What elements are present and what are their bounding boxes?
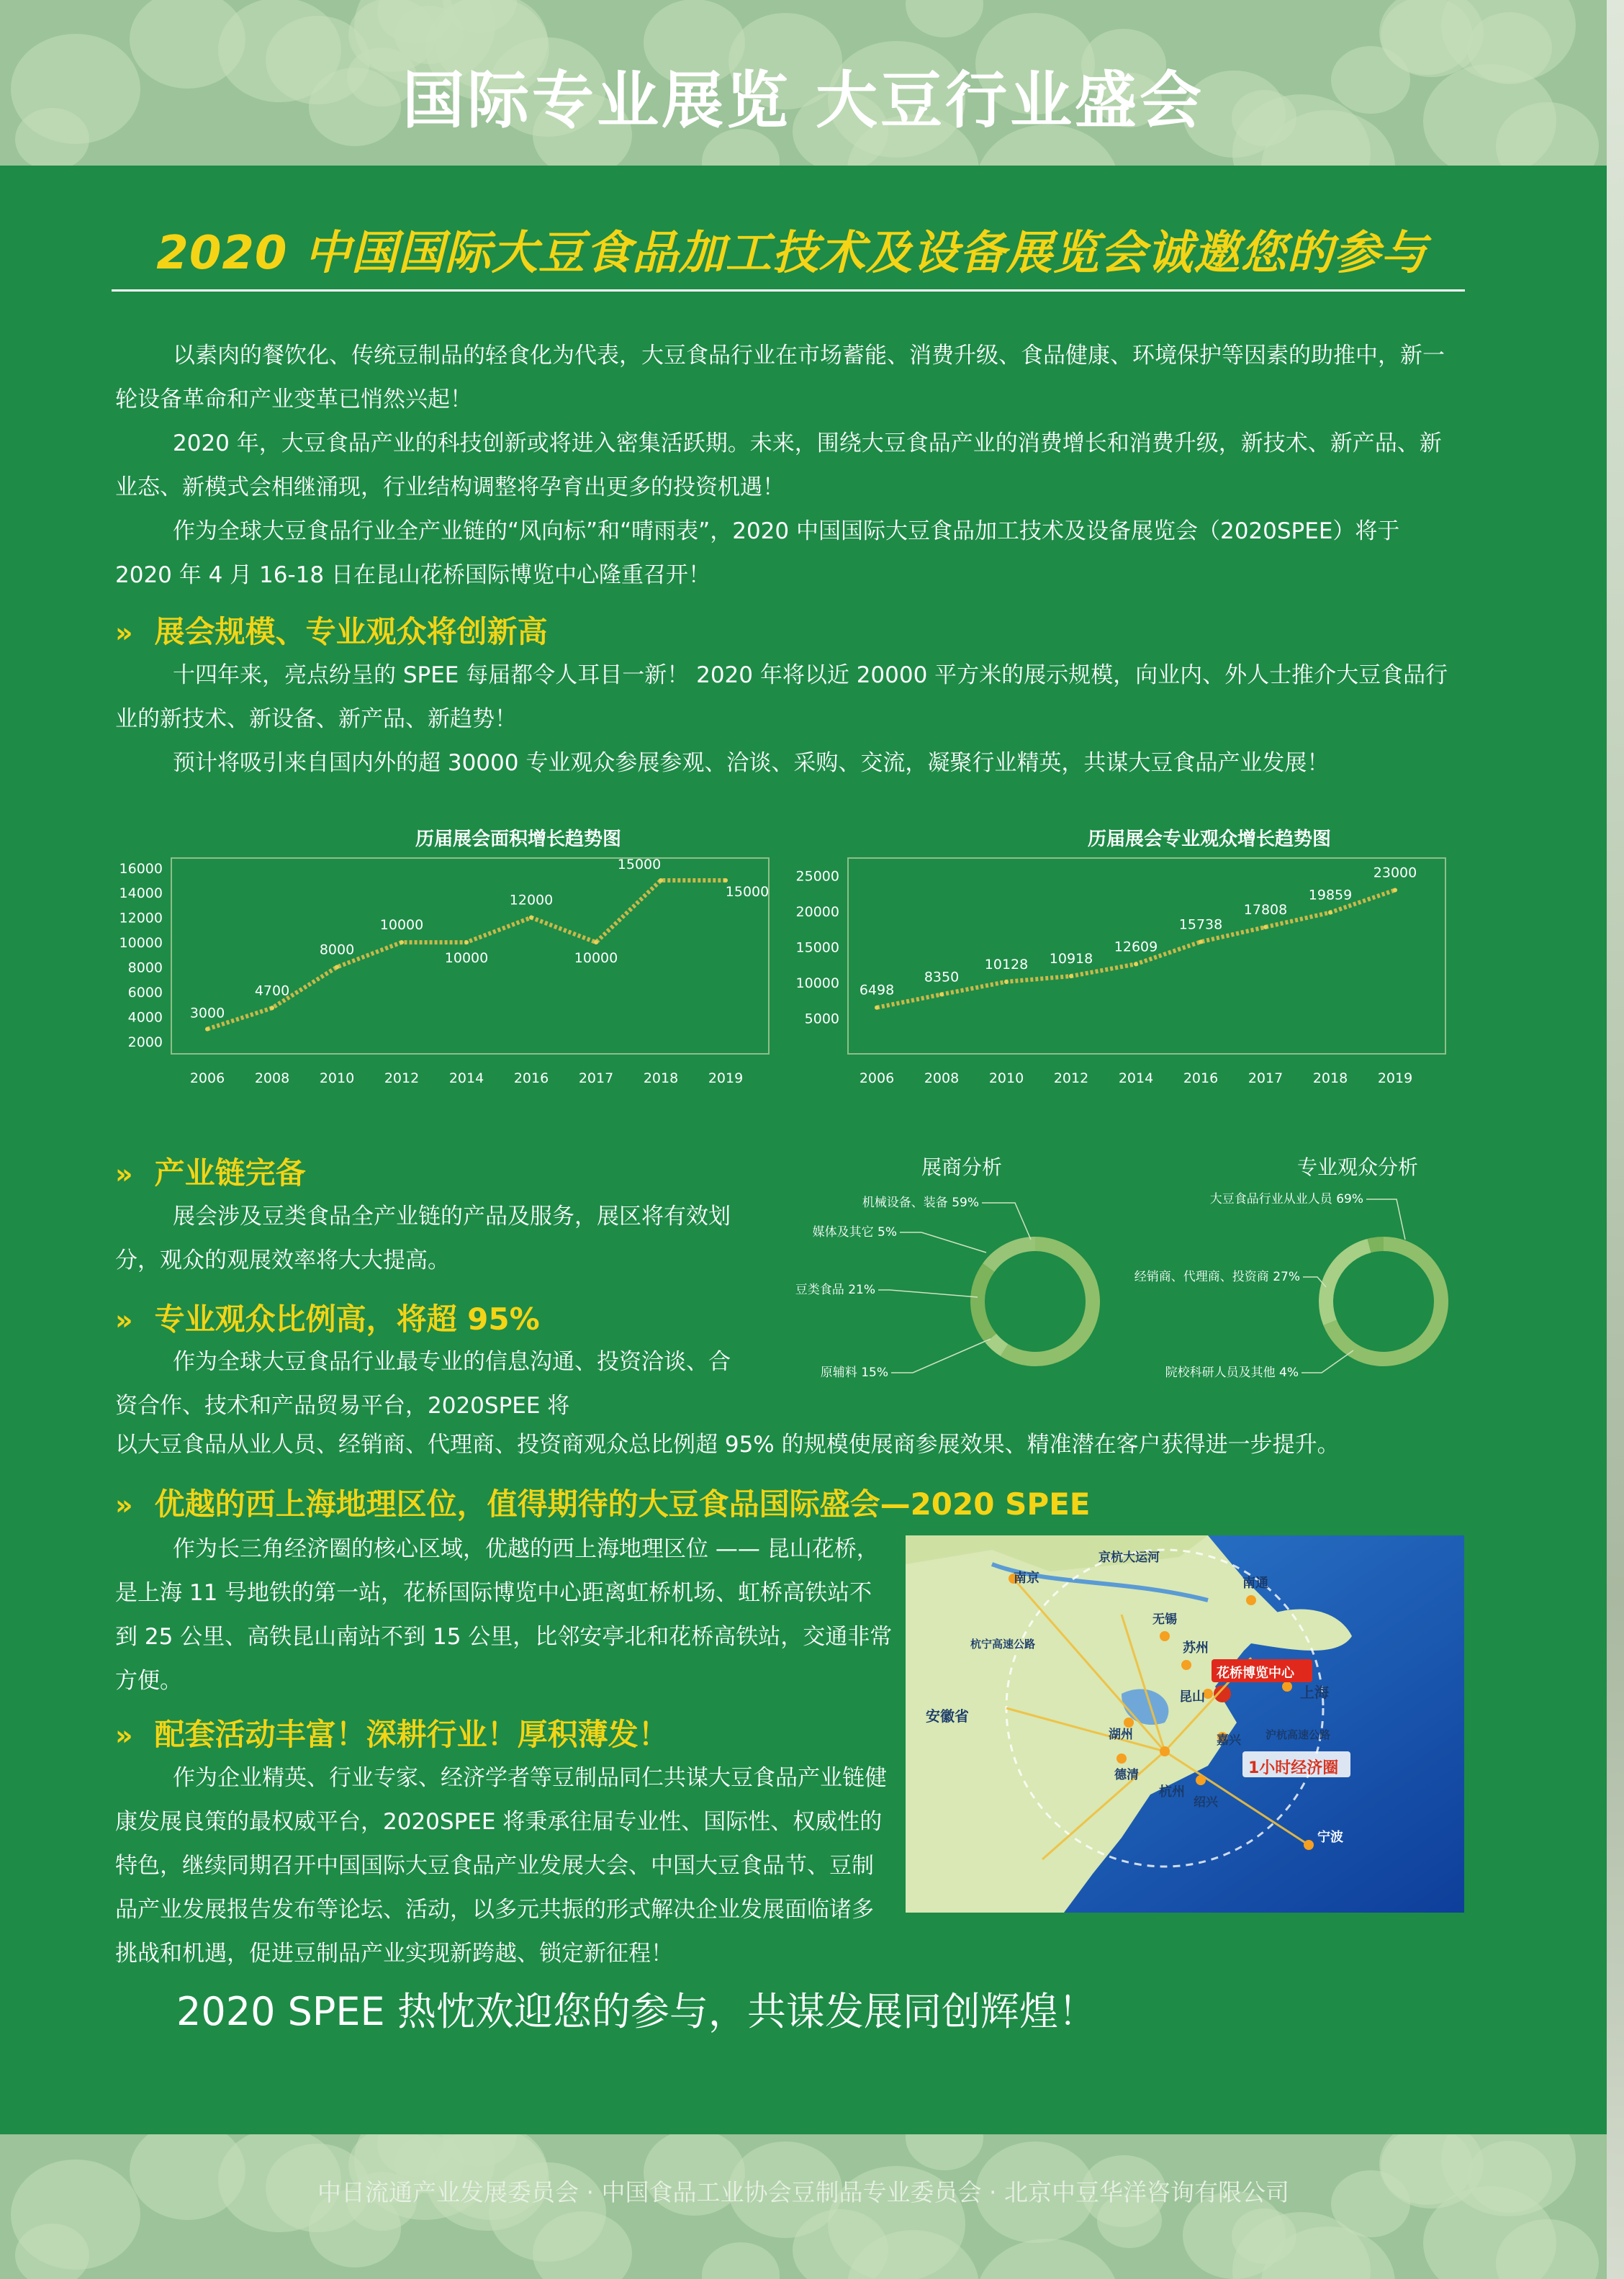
title-divider (112, 289, 1465, 292)
double-chevron-icon: » (115, 1158, 133, 1190)
y-tick-label: 6000 (127, 984, 163, 1001)
map-label-kunshan: 昆山 (1179, 1689, 1205, 1705)
map-graphic (906, 1535, 1464, 1913)
data-label: 19859 (1308, 887, 1353, 903)
data-label: 23000 (1373, 865, 1417, 881)
map-label-anhui: 安徽省 (926, 1707, 969, 1725)
y-tick-label: 8000 (127, 960, 163, 976)
section-3-heading: » 专业观众比例高，将超 95% (115, 1301, 540, 1337)
leader-line (891, 1339, 991, 1373)
donut-slice (1326, 1246, 1369, 1323)
slice-label: 经销商、代理商、投资商 27% (1134, 1270, 1300, 1284)
area-growth-chart (108, 821, 777, 1094)
x-tick-label: 2017 (1248, 1070, 1284, 1086)
x-tick-label: 2016 (1183, 1070, 1219, 1086)
data-point (270, 1006, 274, 1010)
data-label: 15000 (725, 883, 770, 900)
section-4-heading: » 优越的西上海地理区位，值得期待的大豆食品国际盛会—2020 SPEE (115, 1486, 1091, 1522)
chart-3-title: 展商分析 (921, 1155, 1003, 1179)
data-point (1134, 962, 1138, 966)
y-tick-label: 15000 (795, 939, 839, 956)
section-3-text-a (115, 1340, 741, 1428)
data-label: 10918 (1049, 951, 1093, 967)
section-3-text-b (115, 1423, 1483, 1467)
soybean-decoration (975, 2239, 1119, 2279)
soybean-decoration (702, 2242, 779, 2279)
y-tick-label: 12000 (119, 910, 163, 926)
soybean-decoration (15, 2224, 89, 2279)
data-point (659, 878, 663, 883)
data-label: 15000 (617, 856, 662, 872)
intro-paragraph-2: 2020 年，大豆食品产业的科技创新或将进入密集活跃期。未来，围绕大豆食品产业的消费增长和消费升级，新技术、新产品、新业态、新模式会相继涌现，行业结构调整将孕育出更多的投资机遇！ (115, 430, 1442, 500)
map-label-ningbo: 宁波 (1317, 1830, 1343, 1845)
slice-label: 原辅料 15% (820, 1366, 888, 1380)
double-chevron-icon: » (115, 1720, 133, 1751)
leader-line (982, 1203, 1031, 1240)
leader-line (900, 1232, 986, 1253)
data-label: 8350 (924, 969, 960, 985)
section-2-paragraph-1: 展会涉及豆类食品全产业链的产品及服务，展区将有效划分，观众的观展效率将大大提高。 (115, 1204, 731, 1273)
section-4-paragraph-1: 作为长三角经济圈的核心区域，优越的西上海地理区位 —— 昆山花桥，是上海 11 号地铁的第一站，花桥国际博览中心距离虹桥机场、虹桥高铁站不到 25 公里、高铁昆山南站不到 15 公里，比邻安亭北和花桥高铁站，交通非常方便。 (115, 1536, 893, 1694)
data-label: 3000 (189, 1005, 225, 1021)
chart-2-title: 历届展会专业观众增长趋势图 (1087, 829, 1332, 850)
x-tick-label: 2012 (384, 1070, 420, 1086)
data-point (400, 940, 404, 944)
intro-paragraph-1: 以素肉的餐饮化、传统豆制品的轻食化为代表，大豆食品行业在市场蓄能、消费升级、食品健康、环境保护等因素的助推中，新一轮设备革命和产业变革已悄然兴起！ (115, 343, 1445, 412)
data-label: 6498 (859, 982, 895, 998)
x-tick-label: 2016 (513, 1070, 549, 1086)
x-tick-label: 2010 (319, 1070, 355, 1086)
data-label: 8000 (319, 942, 355, 958)
section-3-paragraph-1b: 以大豆食品从业人员、经销商、代理商、投资商观众总比例超 95% 的规模使展商参展效果、精准潜在客户获得进一步提升。 (115, 1432, 1340, 1458)
data-point (205, 1027, 209, 1032)
donut-slice (1004, 1244, 1093, 1359)
x-tick-label: 2006 (859, 1070, 895, 1086)
double-chevron-icon: » (115, 1304, 133, 1336)
slice-label: 大豆食品行业从业人员 69% (1209, 1192, 1363, 1206)
x-tick-label: 2014 (1118, 1070, 1154, 1086)
map-label-deqing: 德清 (1114, 1768, 1139, 1782)
map-label-hangzhou: 杭州 (1159, 1784, 1185, 1800)
donut-slice (988, 1244, 1035, 1268)
map-label-suzhou: 苏州 (1183, 1641, 1209, 1656)
data-point (1004, 980, 1009, 984)
map-label-one-hour-circle: 1小时经济圈 (1248, 1759, 1339, 1777)
section-2-heading: » 产业链完备 (115, 1155, 306, 1191)
chart-4-svg (1094, 1145, 1469, 1404)
data-point (1393, 888, 1397, 893)
y-tick-label: 14000 (119, 885, 163, 902)
double-chevron-icon: » (115, 1489, 133, 1521)
section-4-text (115, 1527, 893, 1703)
slice-label: 机械设备、装备 59% (862, 1196, 979, 1210)
x-tick-label: 2008 (924, 1070, 960, 1086)
organizers-footer: 中日流通产业发展委员会 · 中国食品工业协会豆制品专业委员会 · 北京中豆华洋咨询有限公司 (317, 2178, 1289, 2206)
soybean-decoration (906, 0, 983, 37)
map-label-nanjing: 南京 (1014, 1571, 1039, 1586)
data-label: 17808 (1243, 901, 1288, 918)
intro-paragraph-3: 作为全球大豆食品行业全产业链的“风向标”和“晴雨表”，2020 中国国际大豆食品加工技术及设备展览会（2020SPEE）将于 2020 年 4 月 16-18 日在昆山花桥国际博览中心隆重召开！ (115, 518, 1400, 588)
section-5-text (115, 1756, 893, 1976)
y-tick-label: 2000 (127, 1034, 163, 1050)
map-label-jiaxing: 嘉兴 (1217, 1733, 1241, 1748)
chart-1-svg (108, 821, 777, 1094)
intro-text (115, 334, 1461, 597)
header-banner: 国际专业展览 大豆行业盛会 (402, 64, 1204, 137)
map-label-wuxi: 无锡 (1152, 1612, 1177, 1627)
data-point (1263, 925, 1268, 929)
visitor-growth-chart (785, 821, 1476, 1094)
data-point (594, 940, 598, 944)
data-label: 10000 (444, 950, 489, 967)
y-tick-label: 16000 (119, 860, 163, 877)
donut-slice (991, 1338, 1004, 1350)
donut-slice (978, 1268, 991, 1338)
location-map (906, 1535, 1464, 1913)
y-tick-label: 4000 (127, 1009, 163, 1026)
x-tick-label: 2006 (189, 1070, 225, 1086)
data-point (939, 992, 944, 996)
section-1-paragraph-1: 十四年来，亮点纷呈的 SPEE 每届都令人耳目一新！ 2020 年将以近 20000 平方米的展示规模，向业内、外人士推介大豆食品行业的新技术、新设备、新产品、新趋势！ (115, 662, 1448, 732)
y-tick-label: 20000 (795, 904, 839, 921)
data-point (335, 965, 339, 969)
y-tick-label: 10000 (795, 975, 839, 992)
donut-slice (1369, 1244, 1384, 1246)
data-label: 15738 (1178, 916, 1223, 933)
data-label: 4700 (254, 983, 290, 999)
x-tick-label: 2018 (1312, 1070, 1348, 1086)
y-tick-label: 25000 (795, 868, 839, 885)
closing-slogan: 2020 SPEE 热忱欢迎您的参与，共谋发展同创辉煌！ (176, 1989, 1097, 2034)
page-title: 2020 中国国际大豆食品加工技术及设备展览会诚邀您的参与 (156, 227, 1427, 280)
map-label-shanghai: 上海 (1300, 1684, 1329, 1701)
map-label-grand-canal: 京杭大运河 (1099, 1551, 1160, 1565)
data-label: 12609 (1114, 939, 1158, 955)
map-label-shaoxing: 绍兴 (1194, 1795, 1218, 1810)
section-3-paragraph-1a: 作为全球大豆食品行业最专业的信息沟通、投资洽谈、合资合作、技术和产品贸易平台，2020SPEE 将 (115, 1349, 731, 1419)
data-label: 10000 (574, 950, 618, 967)
x-tick-label: 2010 (988, 1070, 1024, 1086)
exhibitor-analysis-chart (749, 1145, 1123, 1404)
section-2-text (115, 1195, 734, 1283)
x-tick-label: 2014 (448, 1070, 484, 1086)
chart-1-title: 历届展会面积增长趋势图 (415, 829, 622, 850)
slice-label: 院校科研人员及其他 4% (1165, 1366, 1299, 1380)
chart-4-title: 专业观众分析 (1296, 1155, 1419, 1179)
leader-line (1366, 1199, 1405, 1240)
section-5-heading: » 配套活动丰富！深耕行业！厚积薄发！ (115, 1717, 669, 1752)
section-1-heading: » 展会规模、专业观众将创新高 (115, 614, 548, 649)
data-label: 10128 (984, 956, 1029, 972)
chart-3-svg (749, 1145, 1123, 1404)
section-5-paragraph-1: 作为企业精英、行业专家、经济学者等豆制品同仁共谋大豆食品产业链健康发展良策的最权威平台，2020SPEE 将秉承往届专业性、国际性、权威性的特色，继续同期召开中国国际大豆食品产业发展大会、中国大豆食品节、豆制品产业发展报告发布等论坛、活动，以多元共振的形式解决企业发展面临诸多挑战和机遇，促进豆制品产业实现新跨越、锁定新征程！ (115, 1765, 887, 1967)
data-point (723, 878, 728, 883)
slice-label: 媒体及其它 5% (812, 1225, 897, 1240)
map-label-hanghu-expressway: 沪杭高速公路 (1266, 1728, 1331, 1741)
x-tick-label: 2019 (708, 1070, 744, 1086)
visitor-analysis-chart (1094, 1145, 1469, 1404)
x-tick-label: 2019 (1377, 1070, 1413, 1086)
chart-plot-frame (848, 858, 1445, 1054)
chart-2-svg (785, 821, 1476, 1094)
map-label-huzhou: 湖州 (1109, 1728, 1133, 1742)
right-edge-strip (1607, 0, 1624, 2279)
data-label: 10000 (379, 917, 424, 934)
x-tick-label: 2018 (643, 1070, 679, 1086)
y-tick-label: 10000 (119, 935, 163, 952)
data-point (1069, 974, 1073, 978)
map-label-expo-center: 花桥博览中心 (1217, 1666, 1294, 1681)
double-chevron-icon: » (115, 617, 133, 649)
y-tick-label: 5000 (804, 1011, 839, 1027)
x-tick-label: 2008 (254, 1070, 290, 1086)
section-1-paragraph-2: 预计将吸引来自国内外的超 30000 专业观众参展参观、洽谈、采购、交流，凝聚行业精英，共谋大豆食品产业发展！ (173, 750, 1330, 776)
soybean-decoration (906, 2134, 983, 2170)
data-point (1199, 939, 1203, 944)
map-label-nantong: 南通 (1242, 1576, 1268, 1591)
data-label: 12000 (509, 892, 554, 908)
data-point (1328, 911, 1332, 915)
map-label-hangning-expressway: 杭宁高速公路 (970, 1638, 1036, 1651)
x-tick-label: 2012 (1053, 1070, 1089, 1086)
leader-line (878, 1290, 978, 1297)
data-point (875, 1006, 879, 1010)
section-1-text (115, 654, 1469, 785)
data-point (529, 916, 533, 920)
x-tick-label: 2017 (578, 1070, 614, 1086)
data-point (464, 940, 469, 944)
slice-label: 豆类食品 21% (795, 1283, 875, 1297)
